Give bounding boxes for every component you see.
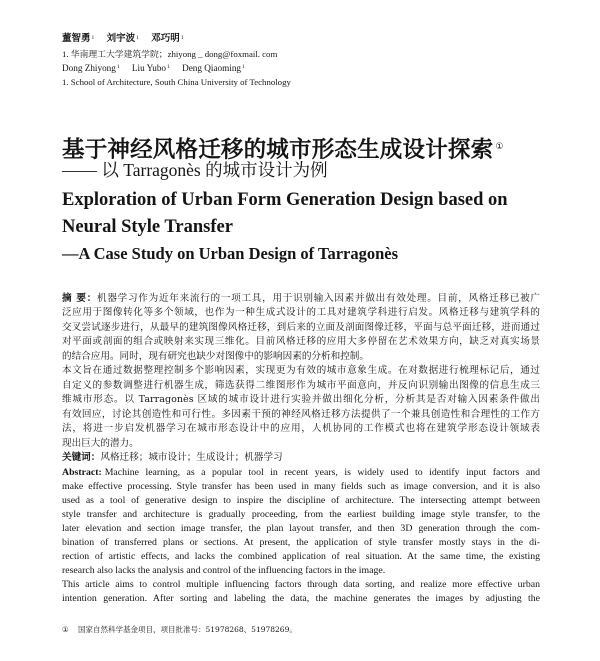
affiliation-mark: 1 xyxy=(167,64,170,70)
abstract-en-line: make effective processing. Style transfer has been used in many fields such as image conversion, and it is also xyxy=(62,481,540,492)
footnote xyxy=(62,624,540,636)
author-name-en: Liu Yubo xyxy=(131,63,167,73)
affiliation-mark: 1 xyxy=(91,35,95,41)
abstract-en-line: later elevation and section image transfer, the plan layout transfer, and then 3D generation through the com- xyxy=(62,523,540,534)
abstract-cn-line: 的结合应用。同时，现有研究也缺少对图像中的影响因素的分析和控制。 xyxy=(62,350,369,362)
footnote-text: 国家自然科学基金项目，项目批准号：51978268、51978269。 xyxy=(78,625,297,634)
abstract-cn-line: 交叉尝试逐步进行，从最早的建筑图像风格迁移，到后来的立面及剖面图像迁移，平面与总平面迁移，进而通过 xyxy=(62,321,540,333)
author-name-en: Dong Zhiyong xyxy=(62,63,116,73)
abstract-en-line: rection of artistic effects, and lacks the combined application of real situation. At the same time, the existing xyxy=(62,551,540,562)
abstract-cn-line: 法，将进一步启发机器学习在城市形态设计中的应用，人机协同的工作模式也将在建筑学形态设计领域表 xyxy=(62,423,540,435)
keywords-cn-label: 关键词： xyxy=(62,451,101,463)
abstract-en-label: Abstract: xyxy=(62,467,102,478)
abstract-cn-line: 泛应用于图像转化等多个领域，也作为一种生成式设计的工具对建筑学科进行启发。风格迁移与建筑学科的 xyxy=(62,307,540,319)
subtitle-en: —A Case Study on Urban Design of Tarragonès xyxy=(62,244,399,263)
author-name-cn: 邓巧明 xyxy=(151,34,180,44)
affiliation-cn: 1. 华南理工大学建筑学院；zhiyong _ dong@foxmail. com xyxy=(62,49,278,59)
keywords-cn-text: 风格迁移；城市设计；生成设计；机器学习 xyxy=(100,451,283,463)
author-name-cn: 董智勇 xyxy=(62,34,91,44)
abstract-cn-line: 现出巨大的潜力。 xyxy=(62,437,139,449)
author-name-cn: 刘宇波 xyxy=(106,34,136,44)
abstract-cn-line: 本文旨在通过数据整理控制多个影响因素，实现更为有效的城市意象生成。在对数据进行梳理标记后，通过 xyxy=(62,365,540,377)
abstract-en-line xyxy=(62,466,540,480)
abstract-en-text: Machine learning, as a popular tool in recent years, is widely used to identify input factors and xyxy=(104,467,540,478)
abstract-en-line: style transfer and architecture is gradually proceeding, from the earliest building image style transfer, to the xyxy=(62,509,540,520)
title-en-line: Neural Style Transfer xyxy=(62,217,233,237)
authors-cn xyxy=(62,32,540,46)
affiliation-en: 1. School of Architecture, South China University of Technology xyxy=(62,77,291,87)
abstract-en-line: This article aims to control multiple influencing factors through data sorting, and realize more effective urban xyxy=(62,579,540,590)
affiliation-mark: 1 xyxy=(242,64,245,70)
abstract-en xyxy=(62,466,540,606)
abstract-cn-line: 自定义的参数调整进行机器生成，筛选获得二维图形作为城市平面意向，并反向识别输出图像的信息生成三 xyxy=(62,379,540,391)
abstract-en-line: bination of transferred plans or sections. At present, the application of style transfer mostly stays in the di- xyxy=(62,537,540,548)
author-name-en: Deng Qiaoming xyxy=(182,63,242,73)
affiliation-mark: 1 xyxy=(180,35,184,41)
abstract-en-line: used as a tool of generative design to inspire the discipline of architecture. The intersecting attempt between xyxy=(62,495,540,506)
authors-en xyxy=(62,61,540,75)
abstract-cn xyxy=(62,292,540,465)
affiliation-mark: 1 xyxy=(136,35,139,41)
abstract-cn-line: 维城市形态。以 Tarragonès 区域的城市设计进行实验并做出细化分析，分析其是否对输入因素条件做出 xyxy=(62,394,540,406)
title-cn-text: 基于神经风格迁移的城市形态生成设计探索 xyxy=(62,137,494,163)
abstract-cn-label: 摘 要： xyxy=(62,293,98,304)
abstract-cn-line: 对平面或剖面的组合或映射来实现三维化。目前风格迁移的应用大多停留在艺术效果方向，缺乏对真实场景 xyxy=(62,336,540,348)
abstract-cn-text: 机器学习作为近年来流行的一项工具，用于识别输入因素并做出有效处理。目前，风格迁移已被广 xyxy=(97,293,541,304)
title-en xyxy=(62,187,540,241)
keywords-cn xyxy=(62,451,540,465)
subtitle-cn: —— 以 Tarragonès 的城市设计为例 xyxy=(62,160,328,180)
abstract-en-line: intention generation. After sorting and labeling the data, the machine generates the images by adjusting the xyxy=(62,593,540,604)
footnote-mark: ① xyxy=(62,625,69,634)
title-en-line: Exploration of Urban Form Generation Design based on xyxy=(62,190,508,210)
abstract-en-line: research also lacks the analysis and control of the influencing factors in the image. xyxy=(62,565,386,576)
title-footnote-mark: ① xyxy=(495,142,504,152)
abstract-cn-line: 有效回应，讨论其创造性和可行性。多因素干预的神经风格迁移方法提供了一个兼具创造性和合理性的工作方 xyxy=(62,408,540,420)
affiliation-mark: 1 xyxy=(116,64,120,70)
abstract-cn-line xyxy=(62,292,540,306)
